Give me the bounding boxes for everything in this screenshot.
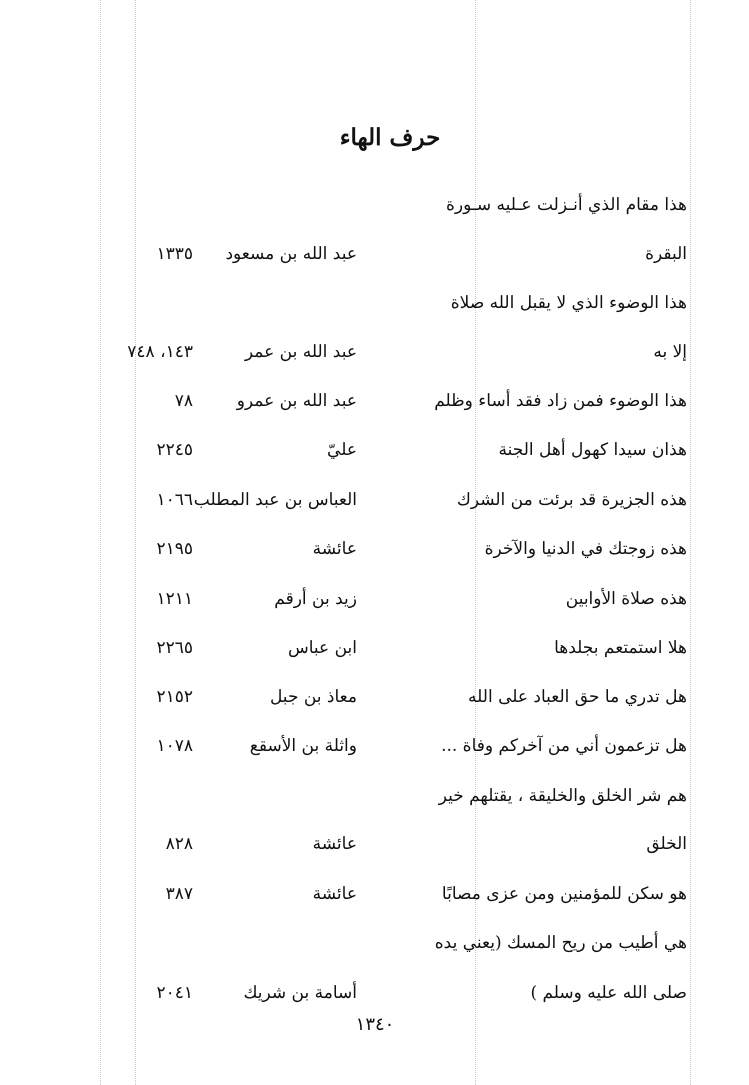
hadith-number: ١٠٧٨: [156, 736, 193, 756]
index-entry: [0, 288, 749, 318]
hadith-text: هذه زوجتك في الدنيا والآخرة: [484, 539, 687, 559]
narrator: واثلة بن الأسقع: [249, 736, 357, 756]
hadith-number: ٢١٥٢: [156, 687, 193, 707]
index-entry: [0, 485, 749, 515]
narrator: عبد الله بن عمرو: [236, 391, 357, 411]
index-entry: [0, 879, 749, 909]
index-entry: [0, 239, 749, 269]
hadith-number: ٣٨٧: [165, 884, 193, 904]
hadith-text: هل تزعمون أني من آخركم وفاة ...: [441, 736, 687, 756]
hadith-text: هذه صلاة الأوابين: [565, 589, 687, 609]
narrator: عائشة: [312, 884, 357, 904]
hadith-text: هي أطيب من ريح المسك (يعني يده: [434, 933, 687, 953]
index-entry: [0, 534, 749, 564]
hadith-text: هلا استمتعم بجلدها: [554, 638, 687, 658]
hadith-number: ٢٢٤٥: [156, 440, 193, 460]
hadith-text: هذا مقام الذي أنـزلت عـليه سـورة: [446, 195, 687, 215]
hadith-text: هذان سيدا كهول أهل الجنة: [498, 440, 687, 460]
narrator: ابن عباس: [287, 638, 357, 658]
hadith-number: ١٠٦٦: [156, 490, 193, 510]
index-entry: [0, 584, 749, 614]
hadith-text: الخلق: [646, 834, 687, 854]
page-number: ١٣٤٠: [355, 1014, 395, 1035]
hadith-text: البقرة: [645, 244, 687, 264]
narrator: عائشة: [312, 834, 357, 854]
hadith-text: هذا الوضوء فمن زاد فقد أساء وظلم: [434, 391, 687, 411]
index-entry: [0, 682, 749, 712]
narrator: عائشة: [312, 539, 357, 559]
index-entry: [0, 633, 749, 663]
hadith-text: صلى الله عليه وسلم ): [530, 983, 687, 1003]
hadith-number: ١٢١١: [156, 589, 193, 609]
narrator: عليّ: [327, 440, 357, 460]
hadith-text: هل تدري ما حق العباد على الله: [468, 687, 687, 707]
hadith-number: ٧٨: [174, 391, 193, 411]
index-entry: [0, 337, 749, 367]
index-entry: [0, 190, 749, 220]
hadith-text: إلا به: [653, 342, 687, 362]
hadith-number: ٢٢٦٥: [156, 638, 193, 658]
index-entry: [0, 978, 749, 1008]
index-entry: [0, 928, 749, 958]
index-entry: [0, 731, 749, 761]
narrator: العباس بن عبد المطلب: [193, 490, 357, 510]
hadith-text: هذه الجزيرة قد برئت من الشرك: [456, 490, 687, 510]
narrator: أسامة بن شريك: [243, 983, 357, 1003]
hadith-text: هم شر الخلق والخليقة ، يقتلهم خير: [438, 786, 687, 806]
hadith-text: هذا الوضوء الذي لا يقبل الله صلاة: [450, 293, 687, 313]
narrator: زيد بن أرقم: [274, 589, 357, 609]
narrator: عبد الله بن عمر: [244, 342, 357, 362]
index-entry: [0, 829, 749, 859]
page-heading: حرف الهاء: [339, 124, 441, 151]
hadith-number: ٢١٩٥: [156, 539, 193, 559]
narrator: عبد الله بن مسعود: [225, 244, 357, 264]
hadith-text: هو سكن للمؤمنين ومن عزى مصابًا: [441, 884, 687, 904]
hadith-number: ٨٢٨: [165, 834, 193, 854]
index-entry: [0, 435, 749, 465]
hadith-number: ١٤٣، ٧٤٨: [127, 342, 193, 362]
narrator: معاذ بن جبل: [269, 687, 357, 707]
index-entry: [0, 386, 749, 416]
index-entry: [0, 781, 749, 811]
hadith-number: ٢٠٤١: [156, 983, 193, 1003]
hadith-number: ١٣٣٥: [156, 244, 193, 264]
